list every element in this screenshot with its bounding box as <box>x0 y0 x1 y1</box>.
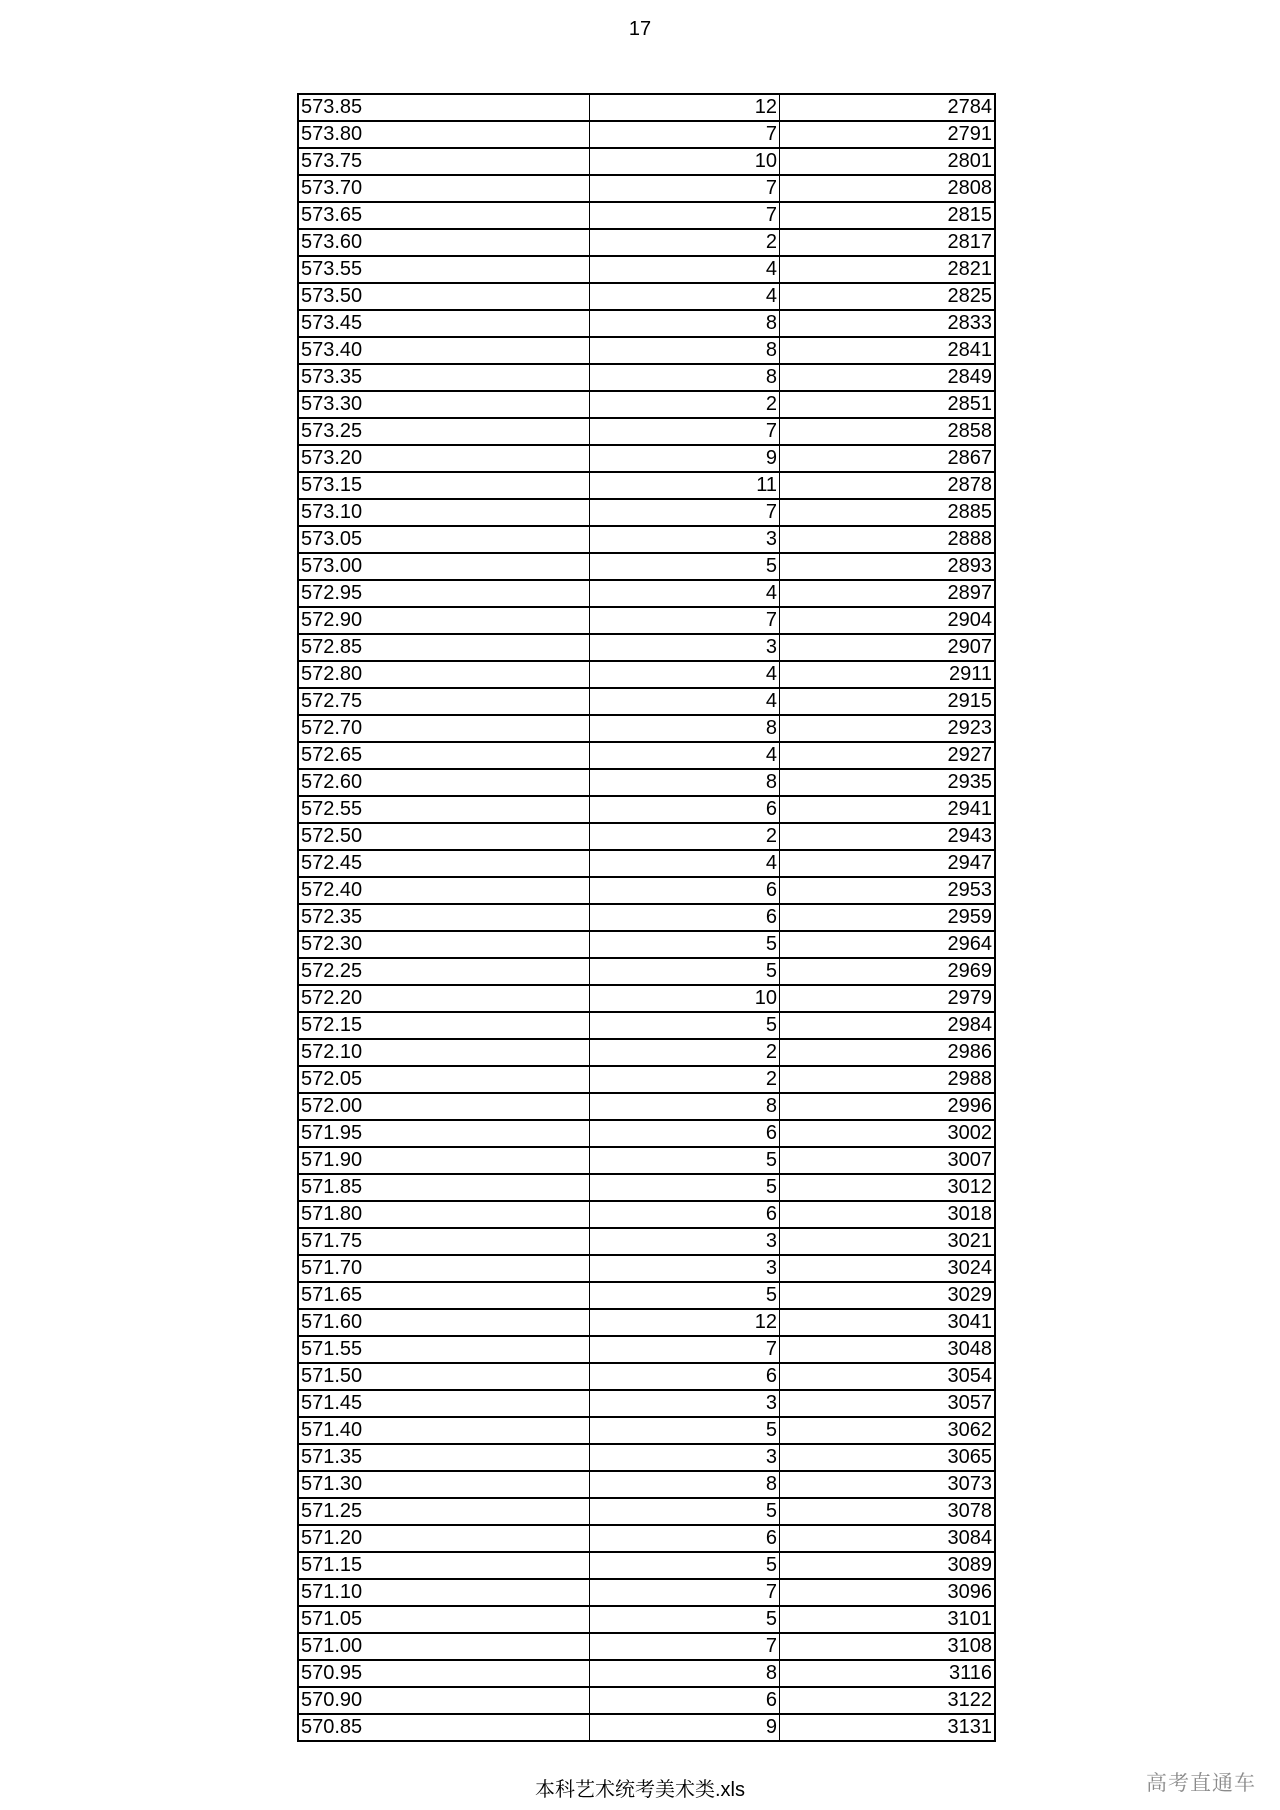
score-cell: 573.35 <box>298 364 590 391</box>
score-cell: 571.50 <box>298 1363 590 1390</box>
score-cell: 572.55 <box>298 796 590 823</box>
cumulative-cell: 3122 <box>780 1687 996 1714</box>
cumulative-cell: 2969 <box>780 958 996 985</box>
table-row <box>298 985 995 1012</box>
cumulative-cell: 3062 <box>780 1417 996 1444</box>
count-cell: 10 <box>590 148 780 175</box>
table-row <box>298 391 995 418</box>
count-cell: 7 <box>590 1633 780 1660</box>
count-cell: 4 <box>590 580 780 607</box>
table-row <box>298 715 995 742</box>
cumulative-cell: 3116 <box>780 1660 996 1687</box>
cumulative-cell: 3021 <box>780 1228 996 1255</box>
count-cell: 5 <box>590 1606 780 1633</box>
score-cell: 573.00 <box>298 553 590 580</box>
cumulative-cell: 2893 <box>780 553 996 580</box>
count-cell: 7 <box>590 1579 780 1606</box>
table-row <box>298 769 995 796</box>
count-cell: 2 <box>590 229 780 256</box>
count-cell: 6 <box>590 796 780 823</box>
cumulative-cell: 2841 <box>780 337 996 364</box>
table-row <box>298 1147 995 1174</box>
count-cell: 5 <box>590 553 780 580</box>
cumulative-cell: 2941 <box>780 796 996 823</box>
score-cell: 571.35 <box>298 1444 590 1471</box>
table-row <box>298 796 995 823</box>
count-cell: 2 <box>590 1039 780 1066</box>
cumulative-cell: 2815 <box>780 202 996 229</box>
score-cell: 571.30 <box>298 1471 590 1498</box>
count-cell: 3 <box>590 526 780 553</box>
count-cell: 7 <box>590 1336 780 1363</box>
table-row <box>298 1606 995 1633</box>
score-cell: 572.80 <box>298 661 590 688</box>
score-cell: 570.95 <box>298 1660 590 1687</box>
table-row <box>298 742 995 769</box>
count-cell: 12 <box>590 1309 780 1336</box>
count-cell: 9 <box>590 445 780 472</box>
cumulative-cell: 2885 <box>780 499 996 526</box>
score-cell: 573.25 <box>298 418 590 445</box>
score-cell: 573.55 <box>298 256 590 283</box>
score-table <box>297 93 996 1742</box>
cumulative-cell: 2825 <box>780 283 996 310</box>
table-row <box>298 1282 995 1309</box>
cumulative-cell: 2947 <box>780 850 996 877</box>
table-row <box>298 1525 995 1552</box>
cumulative-cell: 3057 <box>780 1390 996 1417</box>
cumulative-cell: 2791 <box>780 121 996 148</box>
table-row <box>298 634 995 661</box>
score-cell: 572.50 <box>298 823 590 850</box>
score-cell: 573.80 <box>298 121 590 148</box>
table-row <box>298 1498 995 1525</box>
cumulative-cell: 2878 <box>780 472 996 499</box>
cumulative-cell: 3089 <box>780 1552 996 1579</box>
score-cell: 572.85 <box>298 634 590 661</box>
score-cell: 571.40 <box>298 1417 590 1444</box>
count-cell: 3 <box>590 634 780 661</box>
cumulative-cell: 3108 <box>780 1633 996 1660</box>
cumulative-cell: 2923 <box>780 715 996 742</box>
cumulative-cell: 2858 <box>780 418 996 445</box>
cumulative-cell: 2817 <box>780 229 996 256</box>
cumulative-cell: 2849 <box>780 364 996 391</box>
cumulative-cell: 2935 <box>780 769 996 796</box>
score-cell: 572.65 <box>298 742 590 769</box>
table-row <box>298 94 995 121</box>
score-cell: 570.85 <box>298 1714 590 1741</box>
score-cell: 573.30 <box>298 391 590 418</box>
cumulative-cell: 2959 <box>780 904 996 931</box>
score-cell: 573.20 <box>298 445 590 472</box>
cumulative-cell: 2986 <box>780 1039 996 1066</box>
count-cell: 9 <box>590 1714 780 1741</box>
score-cell: 571.75 <box>298 1228 590 1255</box>
count-cell: 7 <box>590 418 780 445</box>
score-cell: 572.30 <box>298 931 590 958</box>
cumulative-cell: 2979 <box>780 985 996 1012</box>
count-cell: 8 <box>590 1093 780 1120</box>
table-row <box>298 472 995 499</box>
count-cell: 6 <box>590 1363 780 1390</box>
cumulative-cell: 3054 <box>780 1363 996 1390</box>
score-cell: 571.80 <box>298 1201 590 1228</box>
table-row <box>298 1390 995 1417</box>
count-cell: 6 <box>590 1120 780 1147</box>
table-row <box>298 121 995 148</box>
count-cell: 10 <box>590 985 780 1012</box>
count-cell: 6 <box>590 877 780 904</box>
table-row <box>298 229 995 256</box>
count-cell: 2 <box>590 1066 780 1093</box>
score-cell: 570.90 <box>298 1687 590 1714</box>
table-row <box>298 688 995 715</box>
score-cell: 571.00 <box>298 1633 590 1660</box>
table-row <box>298 364 995 391</box>
cumulative-cell: 2867 <box>780 445 996 472</box>
count-cell: 5 <box>590 1282 780 1309</box>
table-row <box>298 1012 995 1039</box>
table-row <box>298 1363 995 1390</box>
score-cell: 571.60 <box>298 1309 590 1336</box>
table-row <box>298 283 995 310</box>
count-cell: 3 <box>590 1228 780 1255</box>
score-cell: 572.90 <box>298 607 590 634</box>
table-row <box>298 1660 995 1687</box>
table-row <box>298 1255 995 1282</box>
table-row <box>298 958 995 985</box>
count-cell: 5 <box>590 958 780 985</box>
score-cell: 573.15 <box>298 472 590 499</box>
table-row <box>298 1444 995 1471</box>
score-cell: 572.20 <box>298 985 590 1012</box>
count-cell: 5 <box>590 1012 780 1039</box>
score-cell: 572.10 <box>298 1039 590 1066</box>
count-cell: 8 <box>590 337 780 364</box>
score-cell: 572.95 <box>298 580 590 607</box>
count-cell: 7 <box>590 121 780 148</box>
score-cell: 572.70 <box>298 715 590 742</box>
cumulative-cell: 2953 <box>780 877 996 904</box>
watermark-logo-text: 高考直通车 <box>1146 1772 1256 1795</box>
score-cell: 571.20 <box>298 1525 590 1552</box>
table-row <box>298 823 995 850</box>
count-cell: 6 <box>590 1525 780 1552</box>
table-row <box>298 1174 995 1201</box>
score-cell: 573.05 <box>298 526 590 553</box>
cumulative-cell: 2801 <box>780 148 996 175</box>
table-row <box>298 1093 995 1120</box>
score-cell: 573.70 <box>298 175 590 202</box>
cumulative-cell: 2915 <box>780 688 996 715</box>
cumulative-cell: 3012 <box>780 1174 996 1201</box>
table-row <box>298 445 995 472</box>
score-cell: 573.85 <box>298 94 590 121</box>
table-row <box>298 1552 995 1579</box>
count-cell: 2 <box>590 823 780 850</box>
score-cell: 572.35 <box>298 904 590 931</box>
count-cell: 4 <box>590 742 780 769</box>
count-cell: 4 <box>590 688 780 715</box>
table-row <box>298 1714 995 1741</box>
score-cell: 572.60 <box>298 769 590 796</box>
table-row <box>298 202 995 229</box>
count-cell: 2 <box>590 391 780 418</box>
cumulative-cell: 2964 <box>780 931 996 958</box>
cumulative-cell: 2911 <box>780 661 996 688</box>
cumulative-cell: 3131 <box>780 1714 996 1741</box>
cumulative-cell: 3029 <box>780 1282 996 1309</box>
cumulative-cell: 2833 <box>780 310 996 337</box>
score-cell: 571.25 <box>298 1498 590 1525</box>
table-row <box>298 1336 995 1363</box>
count-cell: 4 <box>590 283 780 310</box>
cumulative-cell: 3065 <box>780 1444 996 1471</box>
cumulative-cell: 3101 <box>780 1606 996 1633</box>
table-row <box>298 1417 995 1444</box>
count-cell: 5 <box>590 931 780 958</box>
count-cell: 5 <box>590 1552 780 1579</box>
count-cell: 7 <box>590 202 780 229</box>
count-cell: 8 <box>590 715 780 742</box>
table-body <box>298 94 995 1741</box>
cumulative-cell: 3041 <box>780 1309 996 1336</box>
table-row <box>298 850 995 877</box>
page-number: 17 <box>628 18 652 40</box>
cumulative-cell: 2808 <box>780 175 996 202</box>
score-cell: 571.90 <box>298 1147 590 1174</box>
count-cell: 4 <box>590 256 780 283</box>
count-cell: 6 <box>590 904 780 931</box>
table-row <box>298 256 995 283</box>
count-cell: 8 <box>590 364 780 391</box>
count-cell: 6 <box>590 1687 780 1714</box>
score-cell: 571.10 <box>298 1579 590 1606</box>
score-cell: 571.65 <box>298 1282 590 1309</box>
table-row <box>298 553 995 580</box>
table-row <box>298 1201 995 1228</box>
score-cell: 573.45 <box>298 310 590 337</box>
count-cell: 5 <box>590 1498 780 1525</box>
score-cell: 571.55 <box>298 1336 590 1363</box>
score-cell: 571.45 <box>298 1390 590 1417</box>
cumulative-cell: 2784 <box>780 94 996 121</box>
cumulative-cell: 3024 <box>780 1255 996 1282</box>
table-row <box>298 1471 995 1498</box>
count-cell: 3 <box>590 1255 780 1282</box>
count-cell: 7 <box>590 499 780 526</box>
score-cell: 573.60 <box>298 229 590 256</box>
count-cell: 3 <box>590 1444 780 1471</box>
count-cell: 7 <box>590 607 780 634</box>
score-cell: 572.75 <box>298 688 590 715</box>
count-cell: 4 <box>590 850 780 877</box>
footer-filename: 本科艺术统考美术类.xls <box>535 1779 745 1801</box>
table-row <box>298 1633 995 1660</box>
count-cell: 8 <box>590 1471 780 1498</box>
cumulative-cell: 2851 <box>780 391 996 418</box>
count-cell: 8 <box>590 310 780 337</box>
cumulative-cell: 2907 <box>780 634 996 661</box>
table-row <box>298 418 995 445</box>
table-row <box>298 499 995 526</box>
table-row <box>298 1120 995 1147</box>
cumulative-cell: 3096 <box>780 1579 996 1606</box>
table-row <box>298 175 995 202</box>
table-row <box>298 877 995 904</box>
count-cell: 6 <box>590 1201 780 1228</box>
score-cell: 572.25 <box>298 958 590 985</box>
table-row <box>298 148 995 175</box>
score-cell: 572.15 <box>298 1012 590 1039</box>
cumulative-cell: 3007 <box>780 1147 996 1174</box>
table-row <box>298 310 995 337</box>
count-cell: 3 <box>590 1390 780 1417</box>
cumulative-cell: 3002 <box>780 1120 996 1147</box>
cumulative-cell: 2988 <box>780 1066 996 1093</box>
score-cell: 573.40 <box>298 337 590 364</box>
score-cell: 572.40 <box>298 877 590 904</box>
score-cell: 571.95 <box>298 1120 590 1147</box>
score-cell: 573.10 <box>298 499 590 526</box>
count-cell: 8 <box>590 769 780 796</box>
table-row <box>298 1309 995 1336</box>
table-row <box>298 1066 995 1093</box>
cumulative-cell: 3073 <box>780 1471 996 1498</box>
table-row <box>298 1579 995 1606</box>
cumulative-cell: 3084 <box>780 1525 996 1552</box>
cumulative-cell: 2897 <box>780 580 996 607</box>
cumulative-cell: 2821 <box>780 256 996 283</box>
count-cell: 5 <box>590 1417 780 1444</box>
count-cell: 4 <box>590 661 780 688</box>
score-cell: 573.65 <box>298 202 590 229</box>
table-row <box>298 1687 995 1714</box>
score-cell: 573.75 <box>298 148 590 175</box>
score-cell: 571.85 <box>298 1174 590 1201</box>
cumulative-cell: 3078 <box>780 1498 996 1525</box>
table-row <box>298 337 995 364</box>
cumulative-cell: 2996 <box>780 1093 996 1120</box>
score-cell: 571.05 <box>298 1606 590 1633</box>
table-row <box>298 904 995 931</box>
count-cell: 5 <box>590 1147 780 1174</box>
count-cell: 11 <box>590 472 780 499</box>
cumulative-cell: 2984 <box>780 1012 996 1039</box>
cumulative-cell: 2927 <box>780 742 996 769</box>
cumulative-cell: 2888 <box>780 526 996 553</box>
score-cell: 572.45 <box>298 850 590 877</box>
cumulative-cell: 3048 <box>780 1336 996 1363</box>
count-cell: 5 <box>590 1174 780 1201</box>
table-row <box>298 580 995 607</box>
table-row <box>298 607 995 634</box>
count-cell: 7 <box>590 175 780 202</box>
table-row <box>298 526 995 553</box>
table-row <box>298 931 995 958</box>
cumulative-cell: 2943 <box>780 823 996 850</box>
score-cell: 571.15 <box>298 1552 590 1579</box>
score-cell: 571.70 <box>298 1255 590 1282</box>
score-cell: 572.05 <box>298 1066 590 1093</box>
count-cell: 8 <box>590 1660 780 1687</box>
cumulative-cell: 3018 <box>780 1201 996 1228</box>
score-cell: 572.00 <box>298 1093 590 1120</box>
count-cell: 12 <box>590 94 780 121</box>
table-row <box>298 1228 995 1255</box>
table-row <box>298 661 995 688</box>
table-row <box>298 1039 995 1066</box>
cumulative-cell: 2904 <box>780 607 996 634</box>
score-cell: 573.50 <box>298 283 590 310</box>
